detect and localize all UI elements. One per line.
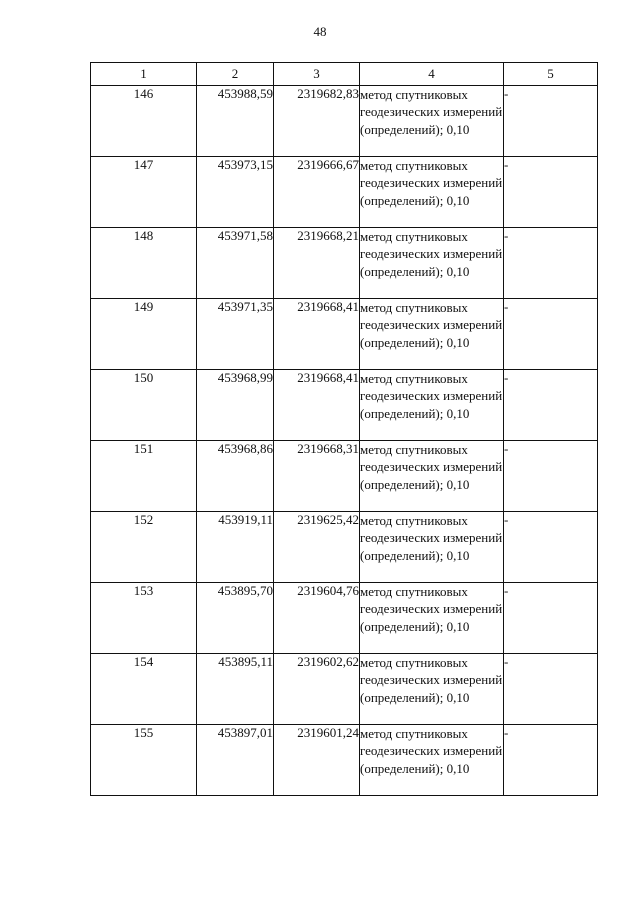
point-number: 155 — [91, 725, 197, 796]
method-accuracy: метод спутниковых геодезических измерений (определений); 0,10 — [360, 228, 504, 299]
x-coordinate: 453988,59 — [197, 86, 274, 157]
table-row — [91, 86, 598, 157]
table-row — [91, 157, 598, 228]
y-coordinate: 2319625,42 — [274, 512, 360, 583]
method-accuracy: метод спутниковых геодезических измерений (определений); 0,10 — [360, 654, 504, 725]
note-cell: - — [504, 583, 598, 654]
note-cell: - — [504, 725, 598, 796]
x-coordinate: 453897,01 — [197, 725, 274, 796]
table-row — [91, 441, 598, 512]
point-number: 151 — [91, 441, 197, 512]
x-coordinate: 453973,15 — [197, 157, 274, 228]
x-coordinate: 453971,35 — [197, 299, 274, 370]
note-cell: - — [504, 299, 598, 370]
y-coordinate: 2319602,62 — [274, 654, 360, 725]
column-header-4: 4 — [360, 63, 504, 86]
table-row — [91, 654, 598, 725]
point-number: 154 — [91, 654, 197, 725]
x-coordinate: 453895,11 — [197, 654, 274, 725]
note-cell: - — [504, 654, 598, 725]
column-header-1: 1 — [91, 63, 197, 86]
method-accuracy: метод спутниковых геодезических измерений (определений); 0,10 — [360, 725, 504, 796]
point-number: 152 — [91, 512, 197, 583]
note-cell: - — [504, 86, 598, 157]
y-coordinate: 2319604,76 — [274, 583, 360, 654]
y-coordinate: 2319668,41 — [274, 370, 360, 441]
page-number: 48 — [313, 24, 327, 39]
method-accuracy: метод спутниковых геодезических измерений (определений); 0,10 — [360, 583, 504, 654]
point-number: 147 — [91, 157, 197, 228]
table-row — [91, 299, 598, 370]
method-accuracy: метод спутниковых геодезических измерений (определений); 0,10 — [360, 512, 504, 583]
x-coordinate: 453971,58 — [197, 228, 274, 299]
method-accuracy: метод спутниковых геодезических измерений (определений); 0,10 — [360, 157, 504, 228]
note-cell: - — [504, 157, 598, 228]
y-coordinate: 2319668,31 — [274, 441, 360, 512]
table-row — [91, 725, 598, 796]
y-coordinate: 2319666,67 — [274, 157, 360, 228]
note-cell: - — [504, 228, 598, 299]
point-number: 146 — [91, 86, 197, 157]
method-accuracy: метод спутниковых геодезических измерений (определений); 0,10 — [360, 441, 504, 512]
note-cell: - — [504, 512, 598, 583]
note-cell: - — [504, 370, 598, 441]
point-number: 149 — [91, 299, 197, 370]
table-row — [91, 228, 598, 299]
table-row — [91, 583, 598, 654]
method-accuracy: метод спутниковых геодезических измерений (определений); 0,10 — [360, 86, 504, 157]
y-coordinate: 2319601,24 — [274, 725, 360, 796]
x-coordinate: 453968,99 — [197, 370, 274, 441]
table-header-row — [91, 63, 598, 86]
y-coordinate: 2319682,83 — [274, 86, 360, 157]
table-row — [91, 370, 598, 441]
y-coordinate: 2319668,41 — [274, 299, 360, 370]
point-number: 150 — [91, 370, 197, 441]
point-number: 153 — [91, 583, 197, 654]
table-row — [91, 512, 598, 583]
method-accuracy: метод спутниковых геодезических измерений (определений); 0,10 — [360, 370, 504, 441]
column-header-2: 2 — [197, 63, 274, 86]
note-cell: - — [504, 441, 598, 512]
method-accuracy: метод спутниковых геодезических измерений (определений); 0,10 — [360, 299, 504, 370]
point-number: 148 — [91, 228, 197, 299]
y-coordinate: 2319668,21 — [274, 228, 360, 299]
x-coordinate: 453895,70 — [197, 583, 274, 654]
column-header-3: 3 — [274, 63, 360, 86]
coordinates-table — [90, 62, 598, 796]
column-header-5: 5 — [504, 63, 598, 86]
x-coordinate: 453968,86 — [197, 441, 274, 512]
x-coordinate: 453919,11 — [197, 512, 274, 583]
